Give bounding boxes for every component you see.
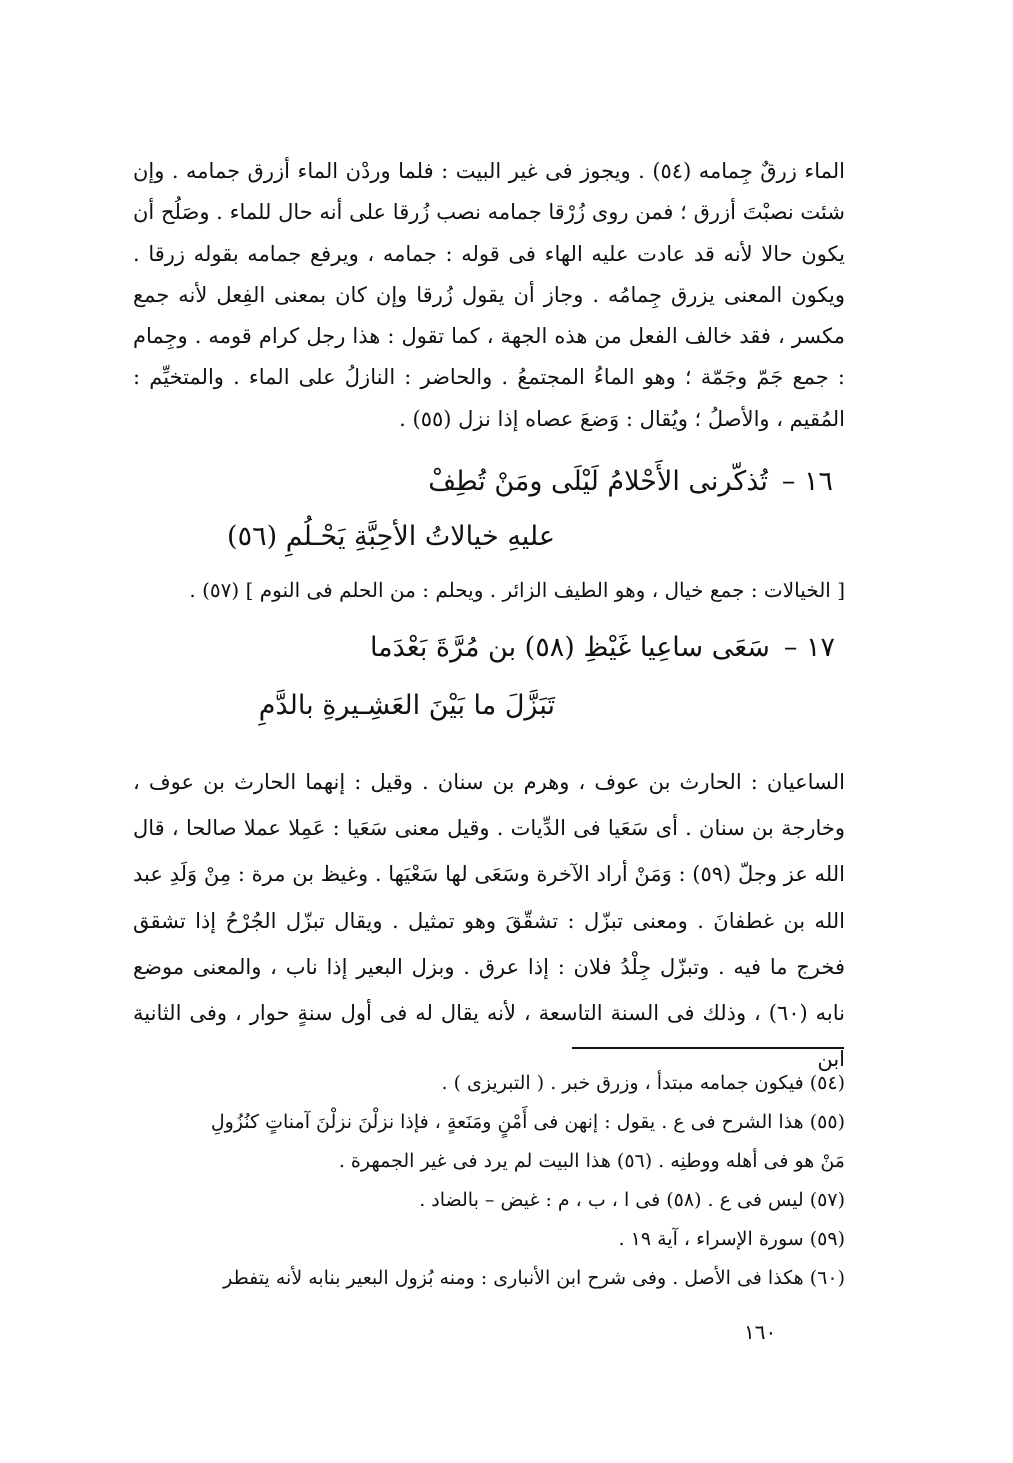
commentary-paragraph: [ الخيالات : جمع خيال ، وهو الطيف الزائر . ويحلم : من الحلم فى النوم ] (٥٧) . bbox=[189, 578, 845, 602]
verse-hemistich: سَعَى ساعِيا غَيْظِ (٥٨) بن مُرَّةَ بَعْدَما bbox=[369, 632, 770, 663]
footnote: (٥٩) سورة الإسراء ، آية ١٩ . bbox=[618, 1228, 845, 1250]
verse-number: ١٦ – bbox=[781, 466, 833, 497]
footnote: (٥٤) فيكون جمامه مبتدأ ، وزرق خبر . ( التبريزى ) . bbox=[441, 1072, 845, 1094]
verse-17-first-line bbox=[370, 632, 835, 663]
page-number: ١٦٠ bbox=[744, 1320, 777, 1344]
verse-number: ١٧ – bbox=[783, 632, 835, 663]
verse-17-second-line: تَبَزَّلَ ما بَيْنَ العَشِـيرةِ بالدَّمِ bbox=[258, 690, 555, 721]
footnote: مَنْ هو فى أهله ووطنِه . (٥٦) هذا البيت لم يرد فى غير الجمهرة . bbox=[338, 1150, 845, 1172]
commentary-paragraph: الماء زرقٌ جِمامه (٥٤) . ويجوز فى غير البيت : فلما وردْن الماء أزرق جمامه . وإن شئت نصبْتَ أزرق ؛ فمن روى زُرْقا جمامه نصب زُرقا على أنه حال للماء . وصَلُح أن يكون حالا لأنه قد عادت عليه الهاء فى قوله : جمامه ، ويرفع جمامه بقوله زرقا . ويكون المعنى يزرق جِمامُه . وجاز أن يقول زُرقا وإن كان بمعنى الفِعل لأنه جمع مكسر ، فقد خالف الفعل من هذه الجهة ، كما تقول : هذا رجل كرام قومه . وجِمام : جمع جَمّ وجَمّة ؛ وهو الماءُ المجتمعُ . والحاضر : النازلُ على الماء . والمتخيِّم : المُقيم ، والأصلُ ؛ ويُقال : وَضعَ عصاه إذا نزل (٥٥) . bbox=[133, 159, 845, 431]
commentary-paragraph: الساعيان : الحارث بن عوف ، وهرم بن سنان . وقيل : إنهما الحارث بن عوف ، وخارجة بن سنان . أى سَعَيا فى الدِّيات . وقيل معنى سَعَيا : عَمِلا عملا صالحا ، قال الله عز وجلّ (٥٩) : وَمَنْ أراد الآخرة وسَعَى لها سَعْيَها . وغيظ بن مرة : مِنْ وَلَدِ عبد الله بن غطفانَ . ومعنى تبزّل : تشقّقَ وهو تمثيل . ويقال تبزّل الجُرْحُ إذا تشقق فخرج ما فيه . وتبزّل جِلْدُ فلان : إذا عرق . وبزل البعير إذا ناب ، والمعنى موضع نابه (٦٠) ، وذلك فى السنة التاسعة ، لأنه يقال له فى أول سنةٍ حوار ، وفى الثانية ابن bbox=[133, 770, 845, 1072]
footnote: (٥٧) ليس فى ع . (٥٨) فى ا ، ب ، م : غيض – بالضاد . bbox=[419, 1189, 845, 1211]
footnote: (٥٥) هذا الشرح فى ع . يقول : إنهن فى أَمْنٍ ومَنَعةٍ ، فإذا نزلْنَ نزلْنَ آمناتٍ كنُزُولِ bbox=[210, 1111, 845, 1133]
footnote: (٦٠) هكذا فى الأصل . وفى شرح ابن الأنبارى : ومنه بُزول البعير بنابه لأنه يتفطر bbox=[223, 1267, 845, 1289]
verse-16-first-line bbox=[428, 466, 833, 497]
verse-hemistich: تُذكّرنى الأَحْلامُ لَيْلَى ومَنْ تُطِفْ bbox=[428, 466, 768, 497]
footnotes bbox=[133, 1064, 845, 1298]
verse-16-second-line: عليهِ خيالاتُ الأحِبَّةِ يَحْـلُمِ (٥٦) bbox=[227, 521, 555, 552]
footnote-divider bbox=[572, 1047, 844, 1049]
